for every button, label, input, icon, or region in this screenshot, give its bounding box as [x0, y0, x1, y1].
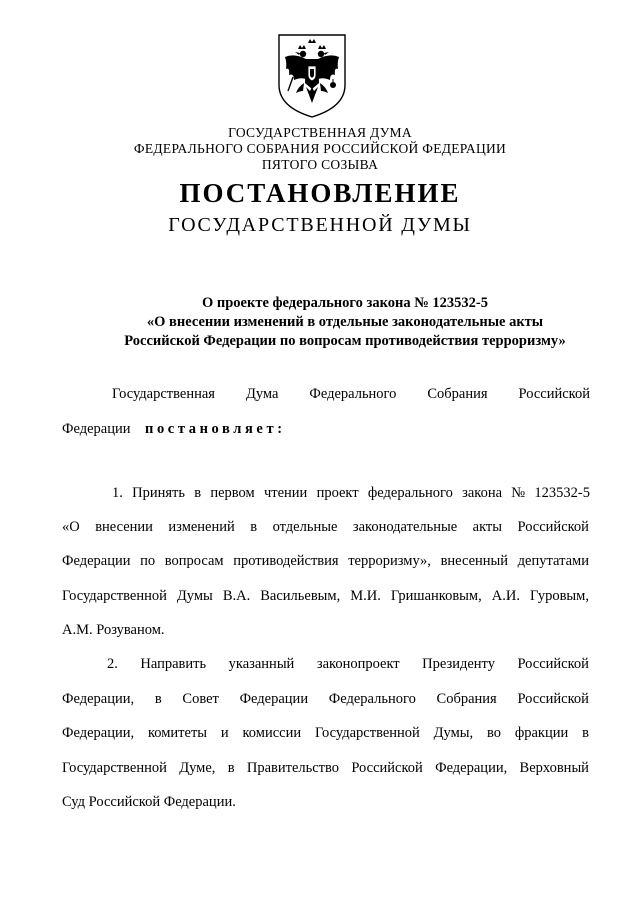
word: Государственная: [112, 386, 215, 402]
word: Принять: [132, 485, 185, 501]
word: терроризму»,: [348, 553, 431, 569]
word: чтении: [263, 485, 308, 501]
word: М.И.: [350, 588, 381, 604]
header-convocation: ПЯТОГО СОЗЫВА: [261, 157, 379, 172]
word: Федерации,: [435, 760, 508, 776]
word: комиссии: [242, 725, 302, 741]
word: Государственной: [314, 725, 420, 741]
word: Гришанковым,: [390, 588, 482, 604]
item-1-line: [62, 518, 589, 536]
word: в: [582, 725, 589, 741]
header-duma: ГОСУДАРСТВЕННАЯ ДУМА: [228, 125, 412, 140]
item-2-line: [62, 724, 589, 742]
word: вопросам: [164, 553, 224, 569]
word: Думы,: [433, 725, 474, 741]
subject-line: «О внесении изменений в отдельные законодательные акты: [146, 314, 544, 330]
word: Васильевым,: [260, 588, 341, 604]
subject-line: Российской Федерации по вопросам противодействия терроризму»: [124, 333, 566, 349]
word: Федерации: [239, 691, 309, 707]
item-2-line: Суд Российской Федерации.: [62, 794, 236, 810]
word: Российской: [517, 691, 589, 707]
word: 2.: [107, 656, 118, 672]
word: Федерального: [309, 386, 397, 402]
word: закона: [462, 485, 503, 501]
word: Собрания: [436, 691, 497, 707]
word: Верховный: [519, 760, 589, 776]
item-1-line: [112, 484, 590, 502]
word: 1.: [112, 485, 123, 501]
word: Правительство: [246, 760, 340, 776]
word: указанный: [228, 656, 295, 672]
subject-line: О проекте федерального закона № 123532-5: [201, 295, 489, 311]
word: Президенту: [422, 656, 495, 672]
word: Федерации,: [62, 725, 135, 741]
word: во: [487, 725, 501, 741]
word: акты: [472, 519, 503, 535]
item-2-line: [62, 759, 589, 777]
resolves-keyword: постановляет:: [144, 421, 286, 437]
word: Федерального: [328, 691, 416, 707]
word: Думе,: [179, 760, 216, 776]
word: Государственной: [62, 588, 167, 604]
russian-coat-of-arms-icon: [276, 33, 348, 119]
word: Гуровым,: [529, 588, 589, 604]
word: отдельные: [272, 519, 338, 535]
word: внесенный: [440, 553, 509, 569]
preamble-line: [62, 420, 589, 438]
word: №: [511, 485, 526, 501]
word: Государственной: [62, 760, 167, 776]
word: Дума: [245, 386, 279, 402]
preamble-text: Федерации: [62, 421, 131, 437]
item-1-line: А.М. Розуваном.: [62, 622, 165, 638]
word: Российской: [518, 386, 590, 402]
word: Думы: [176, 588, 213, 604]
word: по: [140, 553, 156, 569]
item-2-line: [107, 655, 589, 673]
word: Собрания: [427, 386, 488, 402]
word: фракции: [514, 725, 569, 741]
word: А.И.: [491, 588, 520, 604]
word: законодательные: [352, 519, 458, 535]
word: Федерации: [62, 553, 131, 569]
word: комитеты: [147, 725, 208, 741]
word: в: [227, 760, 235, 776]
word: Российской: [517, 519, 589, 535]
word: изменений: [168, 519, 235, 535]
word: первом: [210, 485, 255, 501]
document-subject: [0, 294, 640, 351]
word: Федерации,: [62, 691, 135, 707]
word: депутатами: [517, 553, 589, 569]
word: В.А.: [222, 588, 251, 604]
word: законопроект: [316, 656, 400, 672]
item-1-line: [62, 587, 589, 605]
word: Направить: [140, 656, 207, 672]
word: Российской: [517, 656, 589, 672]
item-2-line: [62, 690, 589, 708]
word: 123532-5: [534, 485, 590, 501]
word: проект: [316, 485, 359, 501]
word: федерального: [367, 485, 453, 501]
word: «О: [62, 519, 80, 535]
document-subtitle: ГОСУДАРСТВЕННОЙ ДУМЫ: [168, 214, 472, 236]
word: в: [154, 691, 162, 707]
word: внесении: [95, 519, 153, 535]
word: в: [194, 485, 202, 501]
document-title: ПОСТАНОВЛЕНИЕ: [179, 178, 461, 208]
preamble-line: [112, 385, 590, 403]
word: противодействия: [233, 553, 339, 569]
header-federal-assembly: ФЕДЕРАЛЬНОГО СОБРАНИЯ РОССИЙСКОЙ ФЕДЕРАЦИИ: [133, 141, 507, 156]
word: и: [220, 725, 229, 741]
item-1-line: [62, 552, 589, 570]
word: Российской: [351, 760, 423, 776]
word: в: [250, 519, 258, 535]
word: Совет: [182, 691, 219, 707]
